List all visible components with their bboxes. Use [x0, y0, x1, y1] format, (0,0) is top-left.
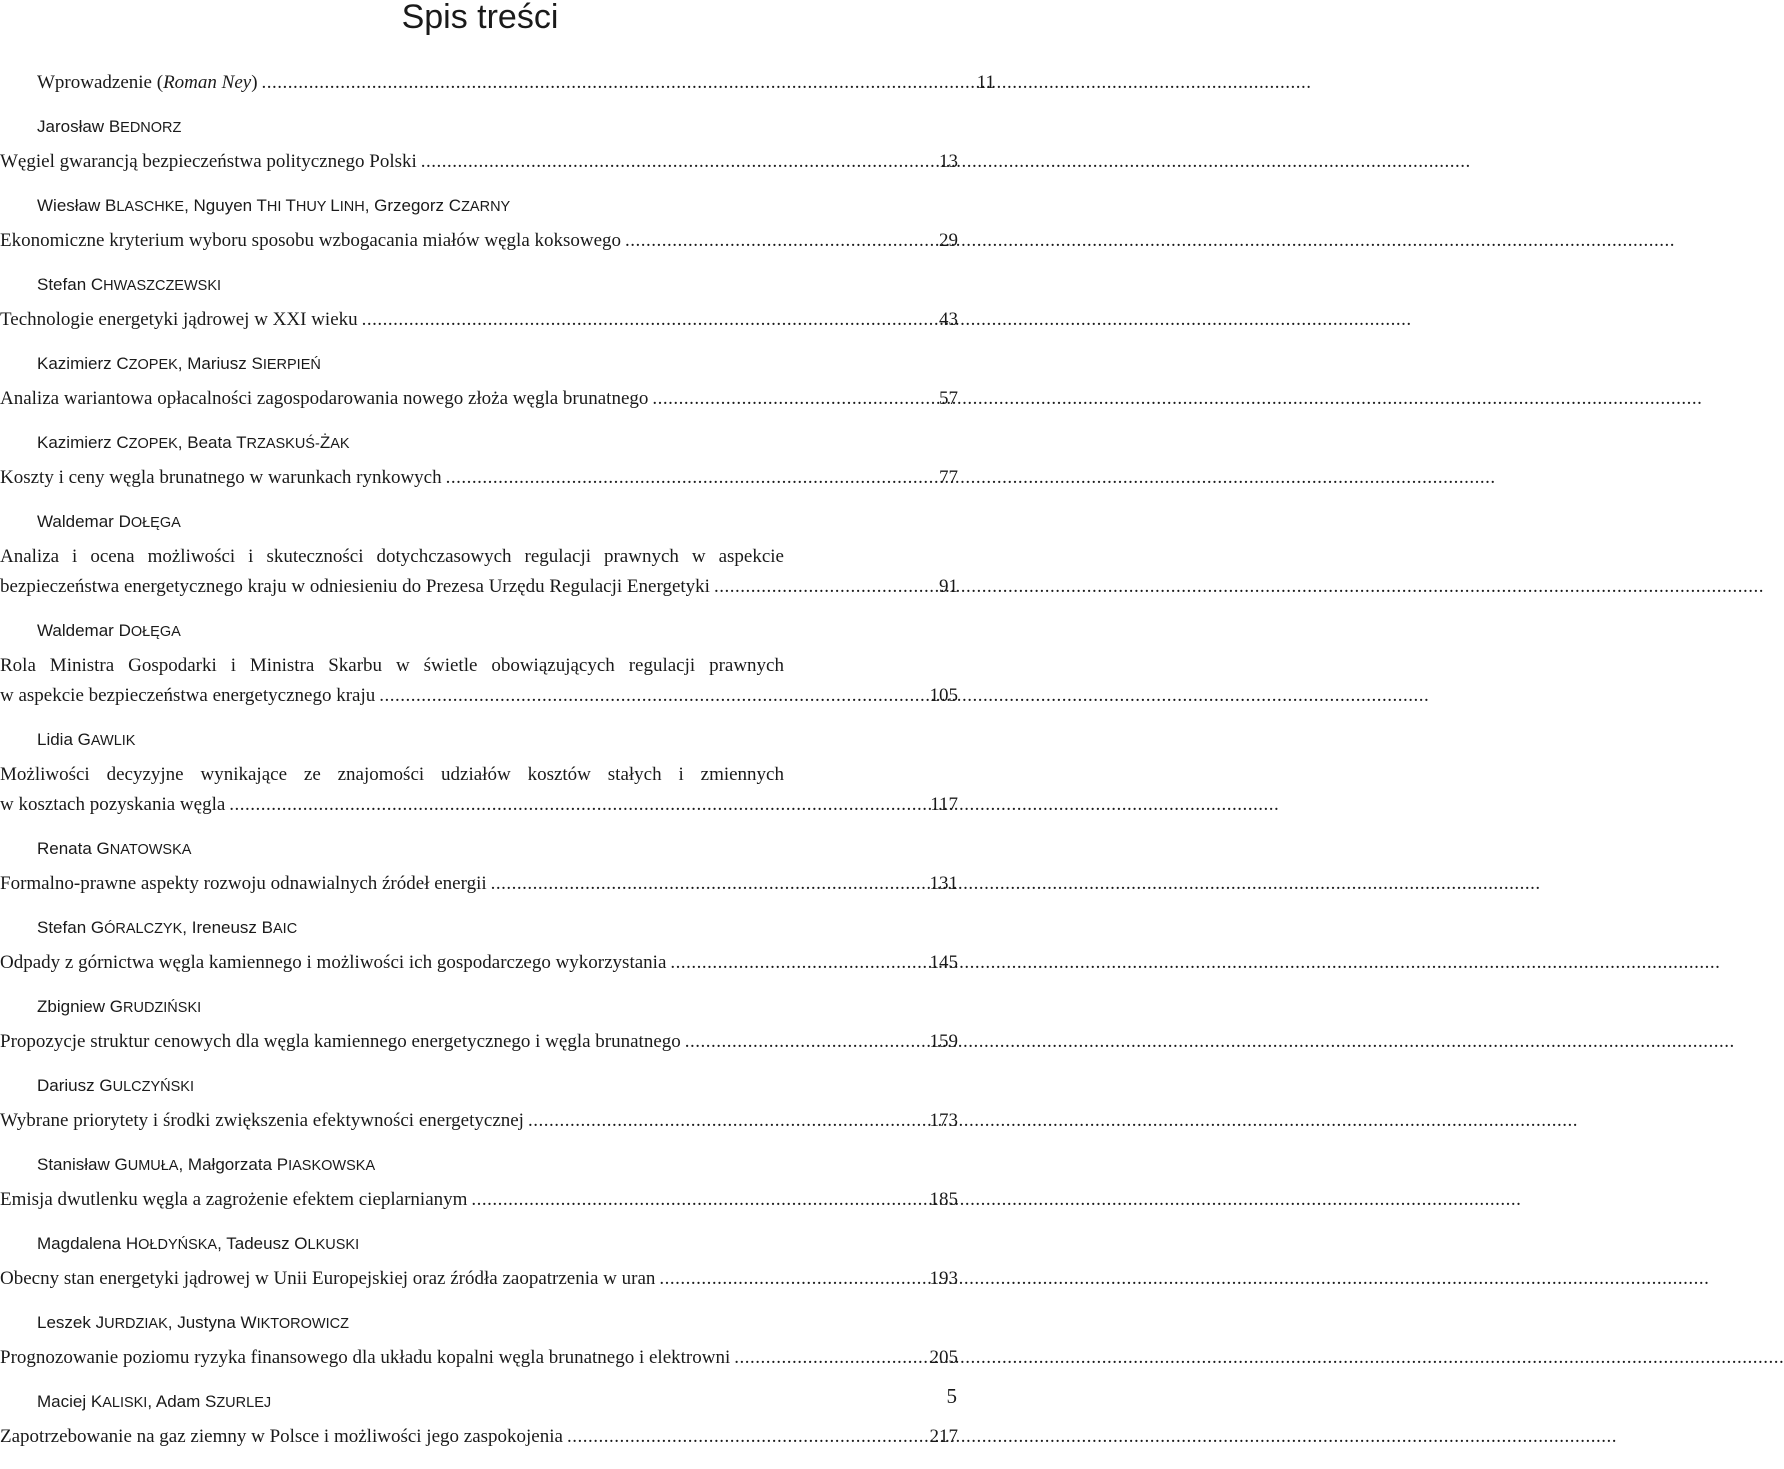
- toc-page-number: 57: [939, 388, 958, 409]
- toc-entry-title: Zapotrzebowanie na gaz ziemny w Polsce i możliwości jego zaspokojenia: [0, 1426, 563, 1447]
- toc-entry[interactable]: [0, 1232, 960, 1294]
- toc-page-number: 205: [929, 1347, 958, 1368]
- dot-leader: [491, 869, 1541, 899]
- dot-leader: [528, 1106, 1578, 1136]
- toc-page-number: 29: [939, 230, 958, 251]
- toc-entry-authors: Stefan CHWASZCZEWSKI: [37, 275, 222, 294]
- toc-page-number: 77: [939, 467, 958, 488]
- toc-page-number: 105: [929, 685, 958, 706]
- toc-entry-title: Możliwości decyzyjne wynikające ze znajomości udziałów kosztów stałych i zmiennych: [0, 764, 784, 785]
- toc-page-number: 159: [929, 1031, 958, 1052]
- toc-entry[interactable]: [0, 352, 960, 414]
- toc-entry[interactable]: [0, 1311, 960, 1373]
- toc-entry-authors: Dariusz GULCZYŃSKI: [37, 1076, 194, 1095]
- toc-entry-title: Analiza i ocena możliwości i skuteczności dotychczasowych regulacji prawnych w aspekcie: [0, 546, 784, 567]
- toc-entry-authors: Waldemar DOŁĘGA: [37, 621, 181, 640]
- table-of-contents: [0, 68, 995, 1469]
- toc-entry-title: Technologie energetyki jądrowej w XXI wieku: [0, 309, 358, 330]
- toc-page-number: 43: [939, 309, 958, 330]
- dot-leader: [471, 1185, 1521, 1215]
- dot-leader: [625, 226, 1675, 256]
- toc-entry-title: w kosztach pozyskania węgla: [0, 794, 226, 815]
- toc-page-number: 173: [929, 1110, 958, 1131]
- toc-page-number: 185: [929, 1189, 958, 1210]
- toc-entry[interactable]: [0, 194, 960, 256]
- toc-entry[interactable]: [0, 1153, 960, 1215]
- toc-page-number: 91: [939, 576, 958, 597]
- toc-entry[interactable]: [0, 510, 960, 602]
- toc-entry-authors: Stefan GÓRALCZYK, Ireneusz BAIC: [37, 918, 298, 937]
- toc-entry-title: Odpady z górnictwa węgla kamiennego i możliwości ich gospodarczego wykorzystania: [0, 952, 667, 973]
- toc-entry-authors: Maciej KALISKI, Adam SZURLEJ: [37, 1392, 272, 1411]
- dot-leader: [670, 948, 1720, 978]
- toc-entry[interactable]: [0, 916, 960, 978]
- page-title: Spis treści: [401, 0, 559, 36]
- toc-page-number: 131: [929, 873, 958, 894]
- toc-page-number: 145: [929, 952, 958, 973]
- toc-entry[interactable]: [0, 619, 960, 711]
- toc-entry-title: Rola Ministra Gospodarki i Ministra Skarbu w świetle obowiązujących regulacji prawnych: [0, 655, 784, 676]
- toc-entry-title: Prognozowanie poziomu ryzyka finansowego dla układu kopalni węgla brunatnego i elektrowni: [0, 1347, 731, 1368]
- toc-page-number: 13: [939, 151, 958, 172]
- dot-leader: [734, 1343, 1784, 1373]
- toc-entry-title: w aspekcie bezpieczeństwa energetycznego kraju: [0, 685, 376, 706]
- toc-entry-authors: Zbigniew GRUDZIŃSKI: [37, 997, 202, 1016]
- dot-leader: [229, 790, 1279, 820]
- toc-entry-authors: Stanisław GUMUŁA, Małgorzata PIASKOWSKA: [37, 1155, 376, 1174]
- dot-leader: [685, 1027, 1735, 1057]
- dot-leader: [659, 1264, 1709, 1294]
- toc-entry-authors: Kazimierz CZOPEK, Beata TRZASKUŚ-ŻAK: [37, 433, 350, 452]
- toc-entry[interactable]: [0, 837, 960, 899]
- dot-leader: [362, 305, 1412, 335]
- toc-entry-title: Formalno-prawne aspekty rozwoju odnawialnych źródeł energii: [0, 873, 487, 894]
- dot-leader: [446, 463, 1496, 493]
- toc-entry-authors: Wiesław BLASCHKE, Nguyen THI THUY LINH, Grzegorz CZARNY: [37, 196, 511, 215]
- toc-entry-authors: Lidia GAWLIK: [37, 730, 136, 749]
- toc-entry-title: Propozycje struktur cenowych dla węgla kamiennego energetycznego i węgla brunatnego: [0, 1031, 681, 1052]
- toc-entry-title: Węgiel gwarancją bezpieczeństwa politycznego Polski: [0, 151, 417, 172]
- dot-leader: [567, 1422, 1617, 1452]
- toc-entry[interactable]: [0, 1390, 960, 1452]
- toc-page-number: 193: [929, 1268, 958, 1289]
- dot-leader: [714, 572, 1764, 602]
- toc-entry-title: Ekonomiczne kryterium wyboru sposobu wzbogacania miałów węgla koksowego: [0, 230, 622, 251]
- dot-leader: [652, 384, 1702, 414]
- toc-entry-title: bezpieczeństwa energetycznego kraju w odniesieniu do Prezesa Urzędu Regulacji Energetyki: [0, 576, 710, 597]
- page-folio: 5: [946, 1384, 957, 1408]
- toc-entry[interactable]: [0, 115, 960, 177]
- toc-entry[interactable]: [0, 995, 960, 1057]
- toc-entry[interactable]: [0, 728, 960, 820]
- toc-entry-authors: Renata GNATOWSKA: [37, 839, 192, 858]
- toc-page-number: 11: [976, 72, 995, 93]
- dot-leader: [379, 681, 1429, 711]
- toc-entry-intro[interactable]: [0, 68, 995, 98]
- toc-entry-authors: Magdalena HOŁDYŃSKA, Tadeusz OLKUSKI: [37, 1234, 360, 1253]
- intro-author: Roman Ney: [163, 72, 252, 93]
- dot-leader: [262, 68, 1312, 98]
- toc-entry-title: Analiza wariantowa opłacalności zagospodarowania nowego złoża węgla brunatnego: [0, 388, 649, 409]
- toc-entry-title: Koszty i ceny węgla brunatnego w warunkach rynkowych: [0, 467, 442, 488]
- toc-entry-title: Obecny stan energetyki jądrowej w Unii Europejskiej oraz źródła zaopatrzenia w uran: [0, 1268, 656, 1289]
- toc-entry-title: Emisja dwutlenku węgla a zagrożenie efektem cieplarnianym: [0, 1189, 468, 1210]
- toc-entry-title: Wprowadzenie (Roman Ney): [37, 72, 258, 93]
- toc-entry[interactable]: [0, 431, 960, 493]
- toc-entry-authors: Waldemar DOŁĘGA: [37, 512, 181, 531]
- toc-entry-authors: Jarosław BEDNORZ: [37, 117, 182, 136]
- toc-page-number: 217: [929, 1426, 958, 1447]
- toc-entry-title: Wybrane priorytety i środki zwiększenia efektywności energetycznej: [0, 1110, 524, 1131]
- toc-entry[interactable]: [0, 273, 960, 335]
- toc-entry-authors: Leszek JURDZIAK, Justyna WIKTOROWICZ: [37, 1313, 349, 1332]
- toc-page-number: 117: [930, 794, 958, 815]
- toc-entry[interactable]: [0, 1074, 960, 1136]
- toc-entry-authors: Kazimierz CZOPEK, Mariusz SIERPIEŃ: [37, 354, 321, 373]
